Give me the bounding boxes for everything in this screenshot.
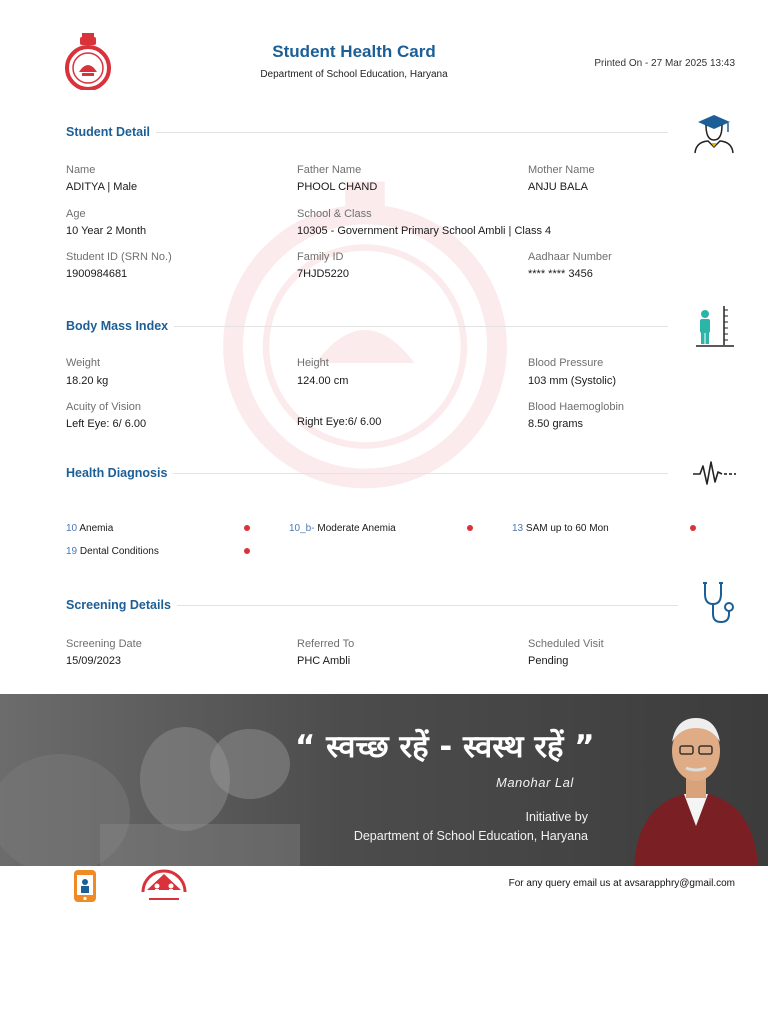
field-label: Screening Date	[66, 638, 142, 650]
diagnosis-status-dot	[244, 548, 250, 554]
height-scale-icon	[694, 304, 736, 348]
initiative-department: Department of School Education, Haryana	[353, 829, 588, 843]
query-contact: For any query email us at avsarapphry@gmail.com	[508, 878, 735, 889]
section-divider	[66, 132, 668, 133]
field-value: Right Eye:6/ 6.00	[297, 416, 382, 428]
field-label: Height	[297, 357, 329, 369]
field-value: ANJU BALA	[528, 181, 588, 193]
field-value: 8.50 grams	[528, 418, 584, 430]
diagnosis-name: Moderate Anemia	[317, 523, 396, 534]
diagnosis-code: 19	[66, 546, 78, 557]
field-value: 15/09/2023	[66, 655, 122, 667]
field-value: 124.00 cm	[297, 375, 349, 387]
field-label: Acuity of Vision	[66, 401, 142, 413]
diagnosis-status-dot	[690, 525, 696, 531]
diagnosis-name: Anemia	[79, 523, 114, 534]
card-subtitle: Department of School Education, Haryana	[260, 69, 448, 80]
diagnosis-status-dot	[467, 525, 473, 531]
diagnosis-status-dot	[244, 525, 250, 531]
field-value: 10305 - Government Primary School Ambli | Class 4	[297, 225, 552, 237]
graduate-icon	[692, 112, 736, 154]
field-label: Age	[66, 208, 86, 220]
diagnosis-item	[289, 523, 396, 534]
field-label: School & Class	[297, 208, 372, 220]
field-value: ADITYA | Male	[66, 181, 138, 193]
field-value: **** **** 3456	[528, 268, 593, 280]
diagnosis-code: 13	[512, 523, 524, 534]
stethoscope-icon	[700, 580, 738, 626]
card-title: Student Health Card	[272, 42, 436, 61]
field-value: 1900984681	[66, 268, 128, 280]
nhm-logo-icon	[135, 866, 193, 906]
field-value: PHOOL CHAND	[297, 181, 378, 193]
diagnosis-item	[66, 546, 159, 557]
heartbeat-icon	[692, 458, 736, 490]
diagnosis-name: SAM up to 60 Mon	[525, 523, 609, 534]
section-title-bmi: Body Mass Index	[66, 319, 174, 333]
diagnosis-code: 10_b-	[289, 523, 315, 534]
hindi-slogan: “ स्वच्छ रहें - स्वस्थ रहें ”	[295, 729, 595, 765]
field-label: Mother Name	[528, 164, 595, 176]
field-label: Father Name	[297, 164, 362, 176]
section-title-diagnosis: Health Diagnosis	[66, 466, 173, 480]
section-title-screening: Screening Details	[66, 598, 177, 612]
initiative-label: Initiative by	[525, 810, 588, 824]
leader-portrait-icon	[624, 706, 768, 866]
diagnosis-name: Dental Conditions	[79, 546, 159, 557]
field-label: Scheduled Visit	[528, 638, 604, 650]
field-label: Family ID	[297, 251, 344, 263]
diagnosis-code: 10	[66, 523, 78, 534]
section-title-student-detail: Student Detail	[66, 125, 156, 139]
field-value: Left Eye: 6/ 6.00	[66, 418, 147, 430]
field-label: Weight	[66, 357, 101, 369]
field-label: Blood Haemoglobin	[528, 401, 625, 413]
printed-on: Printed On - 27 Mar 2025 13:43	[594, 58, 735, 69]
field-value: 103 mm (Systolic)	[528, 375, 617, 387]
field-label: Referred To	[297, 638, 355, 650]
card-header	[0, 0, 768, 100]
field-label: Student ID (SRN No.)	[66, 251, 172, 263]
app-logo-icon	[70, 868, 100, 904]
field-label: Aadhaar Number	[528, 251, 612, 263]
field-value: 10 Year 2 Month	[66, 225, 147, 237]
field-value: 18.20 kg	[66, 375, 109, 387]
field-label: Name	[66, 164, 96, 176]
field-value: PHC Ambli	[297, 655, 351, 667]
diagnosis-item	[66, 523, 113, 534]
slogan-author: Manohar Lal	[496, 775, 574, 790]
field-value: 7HJD5220	[297, 268, 349, 280]
field-label: Blood Pressure	[528, 357, 604, 369]
field-value: Pending	[528, 655, 569, 667]
diagnosis-item	[512, 523, 609, 534]
